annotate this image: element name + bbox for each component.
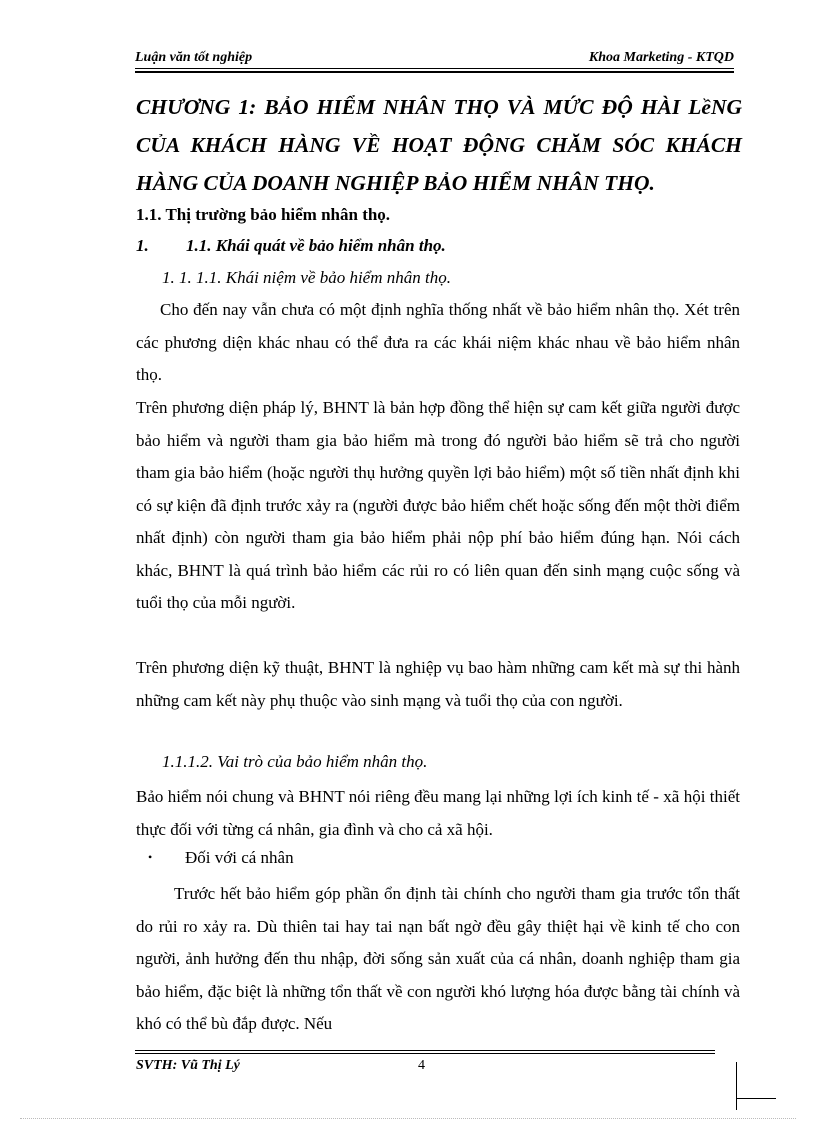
- crop-mark-horizontal: [736, 1098, 776, 1099]
- header-thesis-label: Luận văn tốt nghiệp: [135, 50, 253, 65]
- header-rule-thick: [135, 71, 734, 73]
- paragraph-definition-intro: Cho đến nay vẫn chưa có một định nghĩa thống nhất về bảo hiểm nhân thọ. Xét trên các phương diện khác nhau có thể đưa ra các khái niệm khác nhau về bảo hiểm nhân thọ.: [136, 300, 740, 384]
- bullet-text: Đối với cá nhân: [185, 848, 294, 867]
- paragraph-financial-stability: Trước hết bảo hiểm góp phần ổn định tài chính cho người tham gia trước tổn thất do rủi ro xảy ra. Dù thiên tai hay tai nạn bất ngờ đều gây thiệt hại về kinh tế cho con người, ảnh hưởng đến thu nhập, đời sống sản xuất của cá nhân, doanh nghiệp tham gia bảo hiểm, đặc biệt là những tổn thất về con người khó lượng hóa được bằng tài chính và khó có thể bù đắp được. Nếu: [136, 884, 740, 1033]
- page-bottom-edge: [20, 1118, 796, 1119]
- section-heading-number: 1.: [136, 236, 149, 255]
- chapter-title-line-2: CỦA KHÁCH HÀNG VỀ HOẠT ĐỘNG CHĂM SÓC KHÁCH: [136, 133, 742, 157]
- chapter-title: [136, 88, 742, 202]
- crop-mark-vertical: [736, 1062, 737, 1110]
- paragraph-legal-aspect: Trên phương diện pháp lý, BHNT là bản hợp đồng thể hiện sự cam kết giữa người được bảo hiểm và người tham gia bảo hiểm mà trong đó người bảo hiểm sẽ trả cho người tham gia bảo hiểm (hoặc người thụ hưởng quyền lợi bảo hiểm) một số tiền nhất định khi có sự kiện đã định trước xảy ra (người được bảo hiểm chết hoặc sống đến một thời điểm nhất định) còn người tham gia bảo hiểm phải nộp phí bảo hiểm đúng hạn. Nói cách khác, BHNT là quá trình bảo hiểm các rủi ro có liên quan đến sinh mạng cuộc sống và tuổi thọ của mỗi người.: [136, 398, 740, 612]
- section-heading-1-1: 1.1. Thị trường bảo hiểm nhân thọ.: [136, 205, 391, 224]
- section-heading-1-1-1-1: 1. 1. 1.1. Khái niệm về bảo hiểm nhân thọ.: [162, 268, 451, 287]
- page-header: [135, 50, 734, 68]
- footer-rule-top: [135, 1050, 715, 1051]
- paragraph-technical-aspect: Trên phương diện kỹ thuật, BHNT là nghiệp vụ bao hàm những cam kết mà sự thi hành những cam kết này phụ thuộc vào sinh mạng và tuổi thọ của con người.: [136, 658, 740, 710]
- bullet-item-individual: [148, 848, 294, 868]
- footer-rule-bottom: [135, 1053, 715, 1054]
- section-heading-title: 1.1. Khái quát về bảo hiểm nhân thọ.: [186, 236, 446, 255]
- section-heading-1-1-1-2: 1.1.1.2. Vai trò của bảo hiểm nhân thọ.: [162, 752, 428, 771]
- section-heading-1-1-1: [136, 236, 446, 256]
- chapter-title-line-1: CHƯƠNG 1: BẢO HIỂM NHÂN THỌ VÀ MỨC ĐỘ HÀI LềNG: [136, 95, 742, 119]
- header-rule-thin: [135, 68, 734, 69]
- header-faculty-label: Khoa Marketing - KTQD: [588, 50, 734, 65]
- footer-author: SVTH: Vũ Thị Lý: [136, 1058, 240, 1073]
- paragraph-role-intro: Bảo hiểm nói chung và BHNT nói riêng đều mang lại những lợi ích kinh tế - xã hội thiết thực đối với từng cá nhân, gia đình và cho cả xã hội.: [136, 787, 740, 839]
- page-number: 4: [418, 1058, 425, 1073]
- bullet-dot: •: [148, 850, 153, 864]
- chapter-title-line-3: HÀNG CỦA DOANH NGHIỆP BẢO HIỂM NHÂN THỌ.: [136, 171, 655, 195]
